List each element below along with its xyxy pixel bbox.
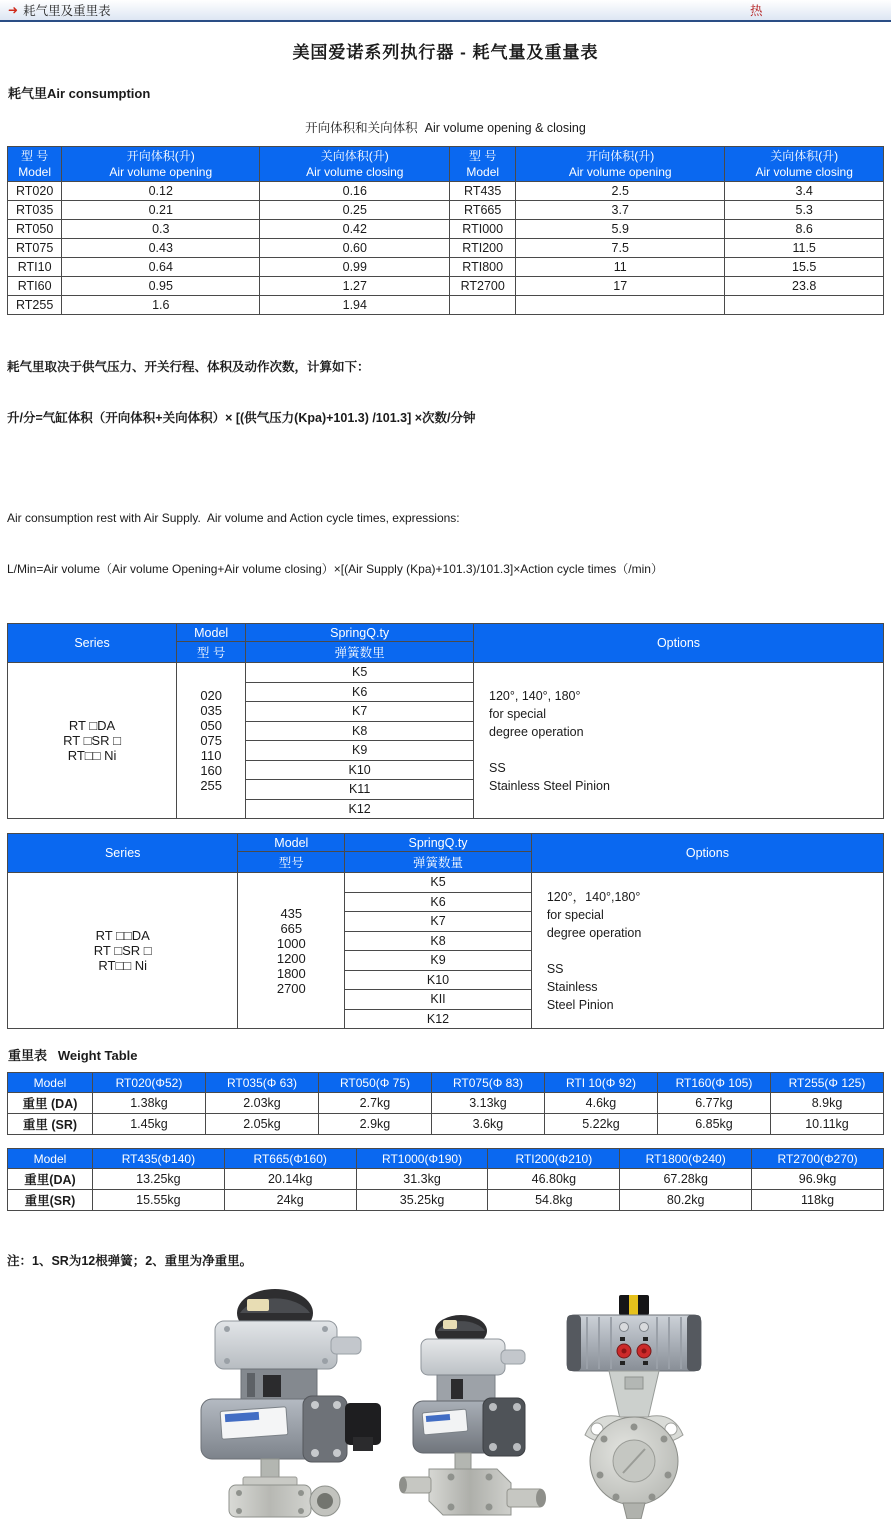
cell — [516, 296, 725, 315]
cell — [450, 296, 516, 315]
formula-zh-line1: 耗气里取决于供气压力、开关行程、体积及动作次数，计算如下： — [7, 360, 370, 374]
formula-en-line2: L/Min=Air volume（Air volume Opening+Air volume closing）×[(Air Supply (Kpa)+101.3)/101.3]×Action cycle times（/min） — [7, 562, 663, 576]
option-line: 120°，140°,180° — [546, 889, 641, 904]
cell: RT035 — [8, 201, 62, 220]
table-header-row — [8, 147, 884, 182]
header-cell: RT255(Φ 125) — [770, 1073, 883, 1093]
header-cell: RT075(Φ 83) — [431, 1073, 544, 1093]
cell: 0.25 — [260, 201, 450, 220]
cell: 46.80kg — [488, 1169, 620, 1190]
table-row — [8, 873, 884, 893]
option-line: for special — [546, 907, 604, 922]
cell: 11.5 — [725, 239, 884, 258]
header-cell: RT435(Φ140) — [92, 1149, 224, 1169]
table-row — [8, 1169, 884, 1190]
header-cell: 型 号 Model — [450, 147, 516, 182]
cell: 1.27 — [260, 277, 450, 296]
cell: 80.2kg — [620, 1190, 752, 1211]
spring-cell: K7 — [345, 912, 532, 932]
formula-en-line1: Air consumption rest with Air Supply. Air volume and Action cycle times, expressions: — [7, 511, 460, 525]
header-cell: RT020(Φ52) — [92, 1073, 205, 1093]
options-cell — [474, 663, 884, 819]
header-cell-spring-zh: 弹簧数里 — [246, 642, 474, 663]
header-cell: RT1000(Φ190) — [356, 1149, 488, 1169]
cell: 5.3 — [725, 201, 884, 220]
table-header-row — [8, 624, 884, 642]
air-volume-subtitle: 开向体积和关向体积 Air volume opening & closing — [305, 121, 586, 135]
table-row — [8, 258, 884, 277]
option-line: for special — [489, 706, 546, 721]
spring-cell: K9 — [246, 741, 474, 761]
header-cell: 关向体积(升) Air volume closing — [725, 147, 884, 182]
header-cell-model-en: Model — [238, 834, 345, 852]
cell: 0.99 — [260, 258, 450, 277]
row-label: 重里 (SR) — [8, 1114, 93, 1135]
series-cell — [8, 663, 177, 819]
product-photos — [7, 1287, 884, 1525]
row-label: 重里(SR) — [8, 1190, 93, 1211]
table-row — [8, 277, 884, 296]
series-label: RT □SR □ — [63, 733, 121, 748]
row-label: 重里 (DA) — [8, 1093, 93, 1114]
spring-cell: KII — [345, 990, 532, 1010]
cell: 15.5 — [725, 258, 884, 277]
cell: 1.45kg — [92, 1114, 205, 1135]
options-cell — [531, 873, 883, 1029]
models-cell — [177, 663, 246, 819]
table-row — [8, 296, 884, 315]
option-line: SS — [546, 961, 564, 976]
header-cell: Model — [8, 1149, 93, 1169]
cell: 13.25kg — [92, 1169, 224, 1190]
cell: 23.8 — [725, 277, 884, 296]
cell: 0.42 — [260, 220, 450, 239]
option-line: Steel Pinion — [546, 997, 614, 1012]
spring-cell: K7 — [246, 702, 474, 722]
cell: 118kg — [752, 1190, 884, 1211]
cell: 2.9kg — [318, 1114, 431, 1135]
cell: 31.3kg — [356, 1169, 488, 1190]
model-value: 035 — [200, 703, 223, 718]
cell: 11 — [516, 258, 725, 277]
model-value: 255 — [200, 778, 223, 793]
model-value: 050 — [200, 718, 223, 733]
model-value: 1200 — [276, 950, 306, 966]
footnote: 注：1、SR为12根弹簧；2、重里为净重里。 — [7, 1254, 253, 1268]
cell: 3.7 — [516, 201, 725, 220]
page-title: 美国爱诺系列执行器 - 耗气量及重量表 — [292, 43, 599, 62]
spring-cell: K12 — [246, 799, 474, 819]
header-cell: 关向体积(升) Air volume closing — [260, 147, 450, 182]
header-cell-series: Series — [8, 624, 177, 663]
cell: 7.5 — [516, 239, 725, 258]
cell: 0.21 — [62, 201, 260, 220]
cell: 35.25kg — [356, 1190, 488, 1211]
topbar-title: 耗气里及重里表 — [23, 4, 111, 18]
spring-cell: K5 — [246, 663, 474, 683]
cell: RTI10 — [8, 258, 62, 277]
cell: 0.12 — [62, 182, 260, 201]
header-cell: RTI200(Φ210) — [488, 1149, 620, 1169]
series-label: RT □□DA — [95, 928, 150, 943]
cell: 2.7kg — [318, 1093, 431, 1114]
header-cell: RT050(Φ 75) — [318, 1073, 431, 1093]
formula-chinese — [7, 325, 884, 461]
cell: 5.22kg — [544, 1114, 657, 1135]
table-row — [8, 182, 884, 201]
series-label: RT□□ Ni — [98, 958, 148, 973]
spring-cell: K12 — [345, 1009, 532, 1029]
header-cell: 开向体积(升) Air volume opening — [62, 147, 260, 182]
cell: RT050 — [8, 220, 62, 239]
header-cell: RT2700(Φ270) — [752, 1149, 884, 1169]
cell: RTI60 — [8, 277, 62, 296]
spring-cell: K10 — [345, 970, 532, 990]
option-line: degree operation — [489, 724, 584, 739]
cell: 1.38kg — [92, 1093, 205, 1114]
model-value: 1800 — [276, 965, 306, 981]
red-arrow-icon: ➜ — [8, 3, 19, 17]
option-line — [547, 942, 881, 960]
weight-table-small — [7, 1072, 884, 1135]
cell: 3.4 — [725, 182, 884, 201]
spring-table-small-models — [7, 623, 884, 819]
cell: 10.11kg — [770, 1114, 883, 1135]
header-cell-model-zh: 型 号 — [177, 642, 246, 663]
cell: RTI200 — [450, 239, 516, 258]
top-bar — [0, 0, 891, 22]
cell: 6.85kg — [657, 1114, 770, 1135]
cell: 0.43 — [62, 239, 260, 258]
cell: 5.9 — [516, 220, 725, 239]
cell: 3.13kg — [431, 1093, 544, 1114]
table-row — [8, 1114, 884, 1135]
table-row — [8, 1190, 884, 1211]
option-line: Stainless — [546, 979, 598, 994]
header-cell-model-en: Model — [177, 624, 246, 642]
cell — [725, 296, 884, 315]
option-line: degree operation — [546, 925, 642, 940]
table-header-row — [8, 834, 884, 852]
table-row — [8, 663, 884, 683]
cell: 15.55kg — [92, 1190, 224, 1211]
product-photo-ball-valve — [185, 1287, 385, 1519]
model-value: 075 — [200, 733, 223, 748]
header-cell-spring-en: SpringQ.ty — [345, 834, 532, 852]
option-line: Stainless Steel Pinion — [489, 778, 610, 793]
header-cell-model-zh: 型号 — [238, 852, 345, 873]
cell: RT435 — [450, 182, 516, 201]
cell: 24kg — [224, 1190, 356, 1211]
spring-table-large-models — [7, 833, 884, 1029]
cell: 0.64 — [62, 258, 260, 277]
cell: 3.6kg — [431, 1114, 544, 1135]
header-cell-spring-en: SpringQ.ty — [246, 624, 474, 642]
cell: 2.05kg — [205, 1114, 318, 1135]
model-value: 160 — [200, 763, 223, 778]
table-row — [8, 220, 884, 239]
cell: RT075 — [8, 239, 62, 258]
cell: RT665 — [450, 201, 516, 220]
header-cell: Model — [8, 1073, 93, 1093]
cell: 67.28kg — [620, 1169, 752, 1190]
table-row — [8, 1093, 884, 1114]
header-cell-options: Options — [474, 624, 884, 663]
spring-cell: K6 — [345, 892, 532, 912]
header-cell: 型 号 Model — [8, 147, 62, 182]
cell: 0.3 — [62, 220, 260, 239]
cell: 0.60 — [260, 239, 450, 258]
product-photo-three-way-valve — [399, 1315, 555, 1523]
cell: 8.9kg — [770, 1093, 883, 1114]
table-row — [8, 201, 884, 220]
model-value: 435 — [280, 905, 303, 921]
cell: 4.6kg — [544, 1093, 657, 1114]
air-consumption-heading: 耗气里Air consumption — [8, 86, 151, 101]
spring-cell: K8 — [345, 931, 532, 951]
cell: RT020 — [8, 182, 62, 201]
cell: 2.03kg — [205, 1093, 318, 1114]
model-value: 110 — [200, 748, 222, 763]
header-cell-spring-zh: 弹簧数量 — [345, 852, 532, 873]
header-cell-series: Series — [8, 834, 238, 873]
option-line: 120°, 140°, 180° — [489, 688, 581, 703]
option-line — [489, 741, 881, 759]
cell: 1.94 — [260, 296, 450, 315]
spring-cell: K5 — [345, 873, 532, 893]
cell: 1.6 — [62, 296, 260, 315]
cell: RTI000 — [450, 220, 516, 239]
option-line: SS — [489, 760, 506, 775]
weight-table-large — [7, 1148, 884, 1211]
models-cell — [238, 873, 345, 1029]
header-cell: RT665(Φ160) — [224, 1149, 356, 1169]
cell: 2.5 — [516, 182, 725, 201]
page-content — [0, 38, 891, 1525]
spring-cell: K10 — [246, 760, 474, 780]
formula-english — [7, 476, 884, 612]
spring-cell: K6 — [246, 682, 474, 702]
product-photo-butterfly-valve — [557, 1293, 713, 1519]
row-label: 重里(DA) — [8, 1169, 93, 1190]
cell: 8.6 — [725, 220, 884, 239]
weight-table-heading: 重里表 Weight Table — [8, 1048, 138, 1063]
model-value: 1000 — [276, 935, 306, 951]
cell: 96.9kg — [752, 1169, 884, 1190]
hot-link[interactable]: 热 — [750, 4, 763, 18]
model-value: 665 — [280, 920, 303, 936]
header-cell-options: Options — [531, 834, 883, 873]
cell: RT255 — [8, 296, 62, 315]
header-cell: RTI 10(Φ 92) — [544, 1073, 657, 1093]
header-cell: RT035(Φ 63) — [205, 1073, 318, 1093]
cell: RT2700 — [450, 277, 516, 296]
header-cell: RT1800(Φ240) — [620, 1149, 752, 1169]
model-value: 020 — [200, 688, 223, 703]
cell: RTI800 — [450, 258, 516, 277]
series-label: RT □DA — [68, 718, 116, 733]
formula-zh-line2: 升/分=气缸体积（开向体积+关向体积）× [(供气压力(Kpa)+101.3) /101.3] ×次数/分钟 — [7, 411, 476, 425]
table-header-row — [8, 1073, 884, 1093]
table-header-row — [8, 1149, 884, 1169]
cell: 0.95 — [62, 277, 260, 296]
cell: 54.8kg — [488, 1190, 620, 1211]
cell: 17 — [516, 277, 725, 296]
spring-cell: K8 — [246, 721, 474, 741]
cell: 20.14kg — [224, 1169, 356, 1190]
cell: 6.77kg — [657, 1093, 770, 1114]
header-cell: 开向体积(升) Air volume opening — [516, 147, 725, 182]
spring-cell: K9 — [345, 951, 532, 971]
spring-cell: K11 — [246, 780, 474, 800]
series-cell — [8, 873, 238, 1029]
series-label: RT □SR □ — [93, 943, 152, 958]
header-cell: RT160(Φ 105) — [657, 1073, 770, 1093]
model-value: 2700 — [276, 980, 306, 996]
cell: 0.16 — [260, 182, 450, 201]
series-label: RT□□ Ni — [67, 748, 117, 763]
table-row — [8, 239, 884, 258]
air-volume-table — [7, 146, 884, 315]
